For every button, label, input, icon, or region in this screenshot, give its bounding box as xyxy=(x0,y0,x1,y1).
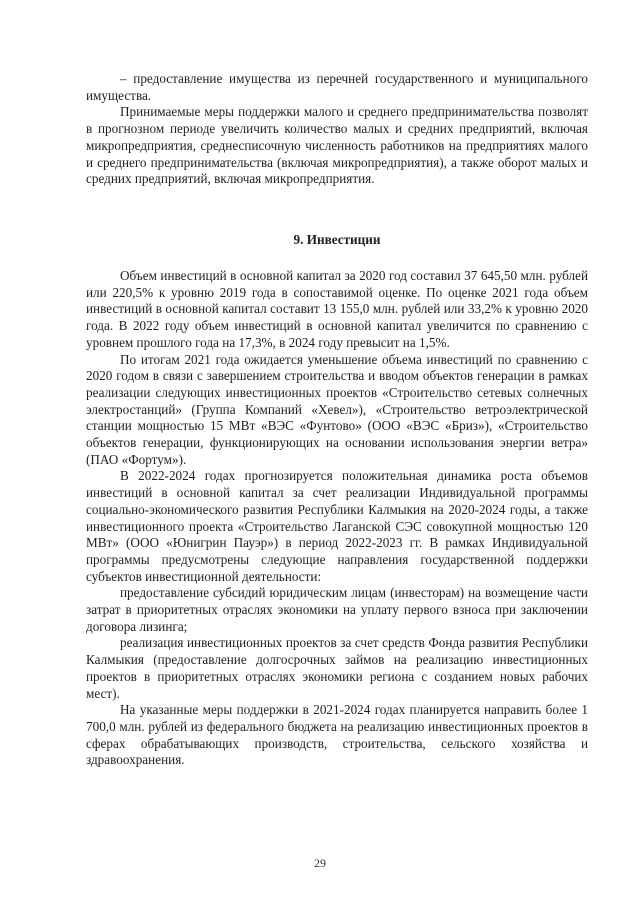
paragraph: Объем инвестиций в основной капитал за 2020 год составил 37 645,50 млн. рублей или 220,5% к уровню 2019 года в сопоставимой оценке. По оценке 2021 года объем инвестиций в основной капитал составит 13 155,0 млн. рублей или 33,2% к уровню 2020 года. В 2022 году объем инвестиций в основной капитал увеличится по сравнению с уровнем прошлого года на 17,3%, в 2024 году превысит на 1,5%. xyxy=(86,268,588,350)
section-heading: 9. Инвестиции xyxy=(293,232,381,247)
paragraph: – предоставление имущества из перечней государственного и муниципального имущества. xyxy=(86,71,588,103)
section-heading-block xyxy=(86,232,588,249)
paragraph: предоставление субсидий юридическим лицам (инвесторам) на возмещение части затрат в приоритетных отраслях экономики на уплату первого взноса при заключении договора лизинга; xyxy=(86,585,588,634)
paragraph: реализация инвестиционных проектов за счет средств Фонда развития Республики Калмыкия (предоставление долгосрочных займов на реализацию инвестиционных проектов в приоритетных отраслях экономики региона с созданием новых рабочих мест). xyxy=(86,635,588,701)
paragraph: По итогам 2021 года ожидается уменьшение объема инвестиций по сравнению с 2020 годом в связи с завершением строительства и вводом объектов генерации в рамках реализации следующих инвестиционных проектов «Строительство сетевых солнечных электростанций» (Группа Компаний «Хевел»), «Строительство ветроэлектрической станции мощностью 15 МВт «ВЭС «Фунтово» (ООО «ВЭС «Бриз»), «Строительство объектов генерации, функционирующих на основании использования энергии ветра» (ПАО «Фортум»). xyxy=(86,351,588,467)
section-body xyxy=(86,268,588,769)
page-number: 29 xyxy=(314,856,326,870)
top-paragraphs xyxy=(86,71,588,188)
paragraph: На указанные меры поддержки в 2021-2024 годах планируется направить более 1 700,0 млн. рублей из федерального бюджета на реализацию инвестиционных проектов в сферах обрабатывающих производств, строительства, сельского хозяйства и здравоохранения. xyxy=(86,702,588,768)
paragraph: В 2022-2024 годах прогнозируется положительная динамика роста объемов инвестиций в основной капитал за счет реализации Индивидуальной программы социально-экономического развития Республики Калмыкия на 2020-2024 годы, а также инвестиционного проекта «Строительство Лаганской СЭС совокупной мощностью 120 МВт» (ООО «Юнигрин Пауэр») в период 2022-2023 гг. В рамках Индивидуальной программы предусмотрены следующие направления государственной поддержки субъектов инвестиционной деятельности: xyxy=(86,468,588,584)
paragraph: Принимаемые меры поддержки малого и среднего предпринимательства позволят в прогнозном периоде увеличить количество малых и средних предприятий, включая микропредприятия, среднесписочную численность работников на предприятиях малого и среднего предпринимательства (включая микропредприятия), а также оборот малых и средних предприятий, включая микропредприятия. xyxy=(86,104,588,187)
